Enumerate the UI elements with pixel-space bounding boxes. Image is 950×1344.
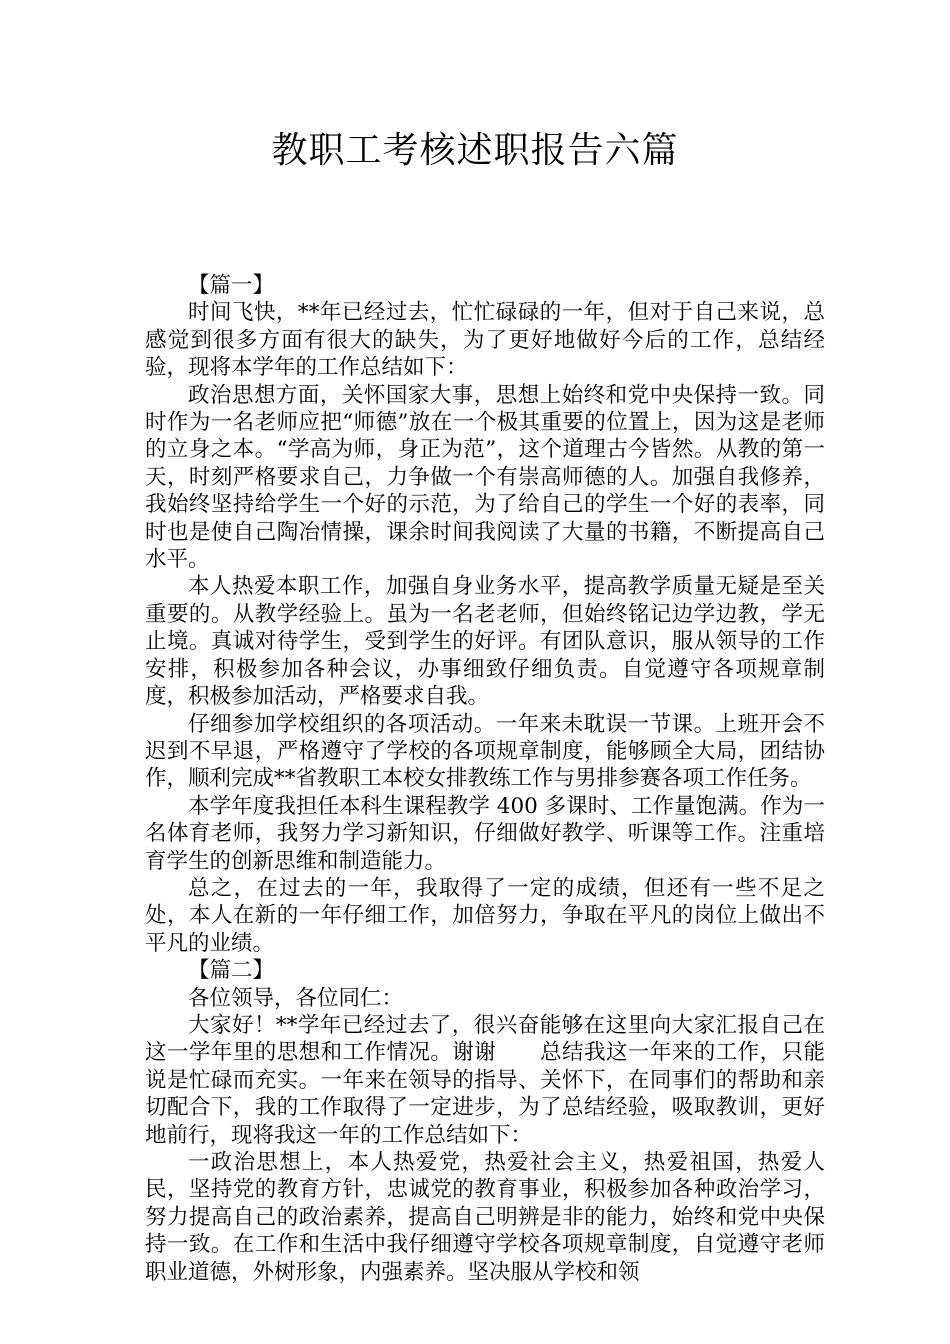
paragraph: 大家好！**学年已经过去了，很兴奋能够在这里向大家汇报自己在这一学年里的思想和工作情况。谢谢 总结我这一年来的工作，只能说是忙碌而充实。一年来在领导的指导、关怀下，在同事们的帮助和亲切配合下，我的工作取得了一定进步，为了总结经验，吸取教训，更好地前行，现将我这一年的工作总结如下： [145,1012,825,1148]
paragraph: 总之，在过去的一年，我取得了一定的成绩，但还有一些不足之处，本人在新的一年仔细工作，加倍努力，争取在平凡的岗位上做出不平凡的业绩。 [145,875,825,956]
section-heading-2: 【篇二】 [188,958,275,984]
document-title: 教职工考核述职报告六篇 [271,130,679,171]
document-body [145,272,825,1286]
paragraph: 时间飞快，**年已经过去，忙忙碌碌的一年，但对于自己来说，总感觉到很多方面有很大的缺失，为了更好地做好今后的工作，总结经验，现将本学年的工作总结如下： [145,300,825,381]
paragraph: 一政治思想上，本人热爱党，热爱社会主义，热爱祖国，热爱人民，坚持党的教育方针，忠诚党的教育事业，积极参加各种政治学习，努力提高自己的政治素养，提高自己明辨是非的能力，始终和党中央保持一致。在工作和生活中我仔细遵守学校各项规章制度，自觉遵守老师职业道德，外树形象，内强素养。坚决服从学校和领 [145,1150,825,1285]
section-heading-1: 【篇一】 [188,273,275,298]
paragraph: 本人热爱本职工作，加强自身业务水平，提高教学质量无疑是至关重要的。从教学经验上。虽为一名老老师，但始终铭记边学边教，学无止境。真诚对待学生，受到学生的好评。有团队意识，服从领导的工作安排，积极参加各种会议，办事细致仔细负责。自觉遵守各项规章制度，积极参加活动，严格要求自我。 [145,574,825,710]
paragraph: 政治思想方面，关怀国家大事，思想上始终和党中央保持一致。同时作为一名老师应把“师德”放在一个极其重要的位置上，因为这是老师的立身之本。“学高为师，身正为范”，这个道理古今皆然。从教的第一天，时刻严格要求自己，力争做一个有崇高师德的人。加强自我修养，我始终坚持给学生一个好的示范，为了给自己的学生一个好的表率，同时也是使自己陶冶情操，课余时间我阅读了大量的书籍，不断提高自己水平。 [145,382,825,573]
paragraph: 本学年度我担任本科生课程教学 400 多课时、工作量饱满。作为一名体育老师，我努力学习新知识，仔细做好教学、听课等工作。注重培育学生的创新思维和制造能力。 [145,793,825,874]
paragraph: 仔细参加学校组织的各项活动。一年来未耽误一节课。上班开会不迟到不早退，严格遵守了学校的各项规章制度，能够顾全大局，团结协作，顺利完成**省教职工本校女排教练工作与男排参赛各项工作任务。 [145,711,825,792]
paragraph: 各位领导，各位同仁： [188,985,404,1011]
